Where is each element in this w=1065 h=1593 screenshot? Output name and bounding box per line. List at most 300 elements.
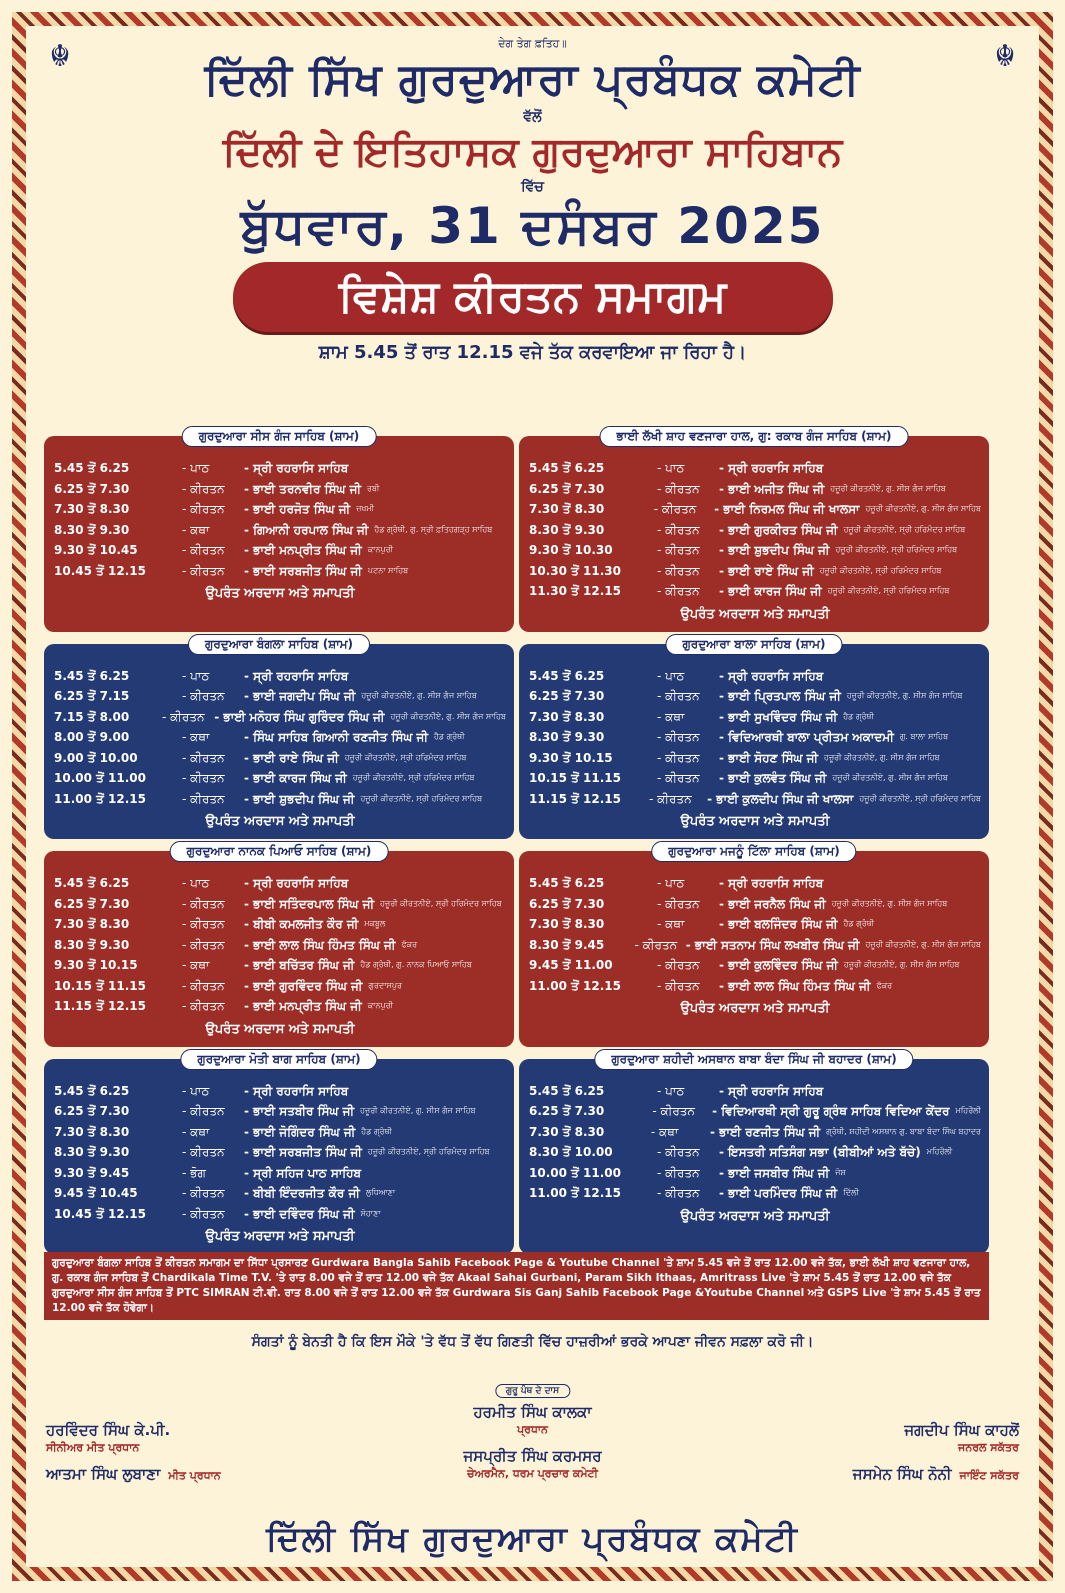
card-title: ਗੁਰਦੁਆਰਾ ਮੋਤੀ ਬਾਗ ਸਾਹਿਬ (ਸ਼ਾਮ): [180, 1049, 377, 1070]
entry-kind: - ਕੀਰਤਨ: [182, 1145, 225, 1159]
schedule-entry: [54, 955, 506, 976]
entry-note: ਪਟਨਾ ਸਾਹਿਬ: [367, 565, 409, 575]
schedule-card: [44, 844, 514, 1047]
entry-note: ਹਜ਼ੂਰੀ ਕੀਰਤਨੀਏ, ਗੁ. ਸੀਸ ਗੰਜ ਸਾਹਿਬ: [865, 504, 981, 513]
schedule-entry: [54, 996, 506, 1017]
schedule-entry: [529, 1163, 981, 1184]
entry-kind: - ਪਾਠ: [657, 876, 685, 890]
entry-time: 11.30 ਤੋਂ 12.15: [529, 584, 621, 598]
card-title: ਗੁਰਦੁਆਰਾ ਸੀਸ ਗੰਜ ਸਾਹਿਬ (ਸ਼ਾਮ): [182, 426, 377, 447]
entry-performer: - ਭਾਈ ਰਾਏ ਸਿੰਘ ਜੀ: [719, 563, 814, 578]
entry-note: ਹਜ਼ੂਰੀ ਕੀਰਤਨੀਏ, ਸ੍ਰੀ ਹਰਿਮੰਦਰ ਸਾਹਿਬ: [344, 752, 467, 762]
entry-kind: - ਕੀਰਤਨ: [182, 543, 225, 557]
entry-time: 5.45 ਤੋਂ 6.25: [54, 668, 130, 683]
entry-note: ਹਜ਼ੂਰੀ ਕੀਰਤਨੀਏ, ਸ੍ਰੀ ਹਰਿਮੰਦਰ ਸਾਹਿਬ: [819, 565, 942, 575]
entry-kind: - ਕੀਰਤਨ: [182, 563, 225, 578]
signature-gen-sec: [799, 1420, 1019, 1456]
entry-note: ਜ਼ਖਮੀ: [356, 504, 375, 513]
entry-time: 8.30 ਤੋਂ 9.30: [529, 522, 605, 537]
entry-performer: - ਬੀਬੀ ਇੰਦਰਜੀਤ ਕੌਰ ਜੀ: [244, 1186, 360, 1200]
schedule-entry: [54, 1163, 506, 1184]
schedule-entry: [529, 561, 981, 582]
entry-kind: - ਕੀਰਤਨ: [182, 896, 225, 911]
schedule-row: [44, 844, 989, 1047]
schedule-row: [44, 1051, 989, 1255]
entry-note: ਹਜ਼ੂਰੀ ਕੀਰਤਨੀਏ, ਸ੍ਰੀ ਹਰਿਮੰਦਰ ਸਾਹਿਬ: [352, 773, 475, 782]
entry-performer: - ਭਾਈ ਹਰਜੋਤ ਸਿੰਘ ਜੀ: [244, 502, 351, 516]
entry-note: ਦਿੱਲੀ: [843, 1188, 859, 1197]
entry-note: ਹਜ਼ੂਰੀ ਕੀਰਤਨੀਏ, ਸ੍ਰੀ ਹਰਿਮੰਦਰ ਸਾਹਿਬ: [859, 793, 981, 803]
schedule-entry: [529, 935, 981, 956]
schedule-entry: [54, 1101, 506, 1122]
event-timing: ਸ਼ਾਮ 5.45 ਤੋਂ ਰਾਤ 12.15 ਵਜੇ ਤੱਕ ਕਰਵਾਇਆ ਜਾ ਰਿਹਾ ਹੈ।: [318, 342, 747, 363]
entry-time: 10.45 ਤੋਂ 12.15: [54, 563, 146, 578]
signature-role: ਪ੍ਰਧਾਨ: [517, 1423, 548, 1436]
entry-kind: - ਕੀਰਤਨ: [182, 917, 225, 931]
signature-name: ਹਰਮੀਤ ਸਿੰਘ ਕਾਲਕਾ: [473, 1403, 592, 1421]
entry-time: 6.25 ਤੋਂ 7.30: [54, 481, 130, 496]
schedule-entry: [529, 1183, 981, 1204]
entry-note: ਮਹਿਰੌਲੀ: [926, 1147, 953, 1156]
entry-kind: - ਕਥਾ: [182, 730, 210, 744]
schedule-entry: [54, 540, 506, 561]
schedule-entry: [529, 727, 981, 748]
signature-vp: [46, 1464, 366, 1484]
entry-performer: - ਸ੍ਰੀ ਰਹਰਾਸਿ ਸਾਹਿਬ: [719, 461, 824, 475]
entry-time: 9.45 ਤੋਂ 10.45: [54, 1186, 138, 1200]
entry-note: ਹਜ਼ੂਰੀ ਕੀਰਤਨੀਏ, ਗੁ. ਸੀਸ ਗੰਜ ਸਾਹਿਬ: [843, 960, 960, 969]
schedule-entry: [529, 789, 981, 810]
entry-performer: - ਗਿਆਨੀ ਹਰਪਾਲ ਸਿੰਘ ਜੀ: [244, 522, 369, 537]
entry-time: 7.30 ਤੋਂ 8.30: [529, 917, 605, 931]
entry-performer: - ਭਾਈ ਗੁਰਵਿੰਦਰ ਸਿੰਘ ਜੀ: [244, 978, 363, 993]
signature-role: ਚੇਅਰਮੈਨ, ਧਰਮ ਪ੍ਰਚਾਰ ਕਮੇਟੀ: [467, 1467, 598, 1480]
entry-time: 6.25 ਤੋਂ 7.30: [529, 689, 605, 703]
entry-performer: - ਭਾਈ ਸ਼ੁਭਦੀਪ ਸਿੰਘ ਜੀ: [719, 543, 830, 557]
schedule-entry: [529, 1122, 981, 1143]
signature-name: ਹਰਵਿੰਦਰ ਸਿੰਘ ਕੇ.ਪੀ.: [46, 1421, 171, 1439]
entry-kind: - ਕੀਰਤਨ: [182, 502, 225, 516]
schedule-entry: [529, 540, 981, 561]
entry-kind: - ਪਾਠ: [182, 668, 210, 683]
in-label: ਵਿੱਚ: [521, 179, 544, 195]
entry-performer: - ਭਾਈ ਸੋਹਣ ਸਿੰਘ ਜੀ: [719, 750, 819, 765]
schedule-entry: [529, 1101, 981, 1122]
places-title: ਦਿੱਲੀ ਦੇ ਇਤਿਹਾਸਕ ਗੁਰਦੁਆਰਾ ਸਾਹਿਬਾਨ: [222, 129, 843, 175]
entry-note: ਹੈਡ ਗ੍ਰੰਥੀ, ਗੁ. ਸ੍ਰੀ ਫ਼ਤਿਹਗੜ੍ਹ ਸਾਹਿਬ: [374, 524, 493, 534]
schedule-card: [519, 429, 989, 632]
entry-time: 8.30 ਤੋਂ 9.30: [54, 937, 130, 952]
entry-performer: - ਭਾਈ ਕੁਲਦੀਪ ਸਿੰਘ ਜੀ ਖਾਲਸਾ: [707, 791, 854, 806]
entry-performer: - ਭਾਈ ਰਾਏ ਸਿੰਘ ਜੀ: [244, 750, 339, 765]
entry-performer: - ਸ੍ਰੀ ਸਹਿਜ ਪਾਠ ਸਾਹਿਬ: [244, 1165, 361, 1180]
org-title: ਦਿੱਲੀ ਸਿੱਖ ਗੁਰਦੁਆਰਾ ਪ੍ਰਬੰਧਕ ਕਮੇਟੀ: [204, 54, 861, 105]
entry-time: 5.45 ਤੋਂ 6.25: [54, 461, 130, 475]
entry-kind: - ਕੀਰਤਨ: [657, 730, 700, 744]
entry-kind: - ਕਥਾ: [182, 1124, 210, 1139]
entry-kind: - ਕੀਰਤਨ: [182, 1206, 225, 1221]
schedule-entry: [54, 768, 506, 789]
entry-note: ਹਜ਼ੂਰੀ ਕੀਰਤਨੀਏ, ਸ੍ਰੀ ਹਰਿਮੰਦਰ ਸਾਹਿਬ: [367, 1147, 490, 1156]
schedule-entry: [529, 873, 981, 894]
entry-note: ਹਜ਼ੂਰੀ ਕੀਰਤਨੀਏ, ਸ੍ਰੀ ਹਰਿਮੰਦਰ ਸਾਹਿਬ: [835, 545, 958, 554]
entry-kind: - ਕਥਾ: [650, 1124, 679, 1139]
schedule-entry: [529, 1142, 981, 1163]
schedule-entry: [54, 894, 506, 915]
entry-kind: - ਪਾਠ: [657, 668, 685, 683]
entry-performer: - ਭਾਈ ਸਤਿੰਦਰਪਾਲ ਸਿੰਘ ਜੀ: [244, 896, 375, 911]
entry-note: ਹਜ਼ੂਰੀ ਕੀਰਤਨੀਏ, ਗੁ. ਸੀਸ ਗੰਜ ਸਾਹਿਬ: [390, 711, 506, 721]
khanda-icon: ☬: [994, 39, 1016, 74]
entry-time: 6.25 ਤੋਂ 7.30: [529, 481, 605, 496]
entry-kind: - ਪਾਠ: [657, 461, 685, 475]
entry-note: ਹਜ਼ੂਰੀ ਕੀਰਤਨੀਏ, ਗੁ. ਸੀਸ ਗੰਜ ਸਾਹਿਬ: [824, 752, 940, 762]
schedule-entry: [54, 935, 506, 956]
signature-role: ਸੀਨੀਅਰ ਮੀਤ ਪ੍ਰਧਾਨ: [46, 1441, 140, 1454]
entry-note: ਹਜ਼ੂਰੀ ਕੀਰਤਨੀਏ, ਗੁ. ਸੀਸ ਗੰਜ ਸਾਹਿਬ: [846, 691, 963, 700]
entry-performer: - ਭਾਈ ਬਲਜਿੰਦਰ ਸਿੰਘ ਜੀ: [719, 917, 838, 931]
entry-performer: - ਭਾਈ ਬਚਿੱਤਰ ਸਿੰਘ ਜੀ: [244, 958, 355, 972]
schedule-entry: [54, 666, 506, 687]
entry-time: 9.00 ਤੋਂ 10.00: [54, 750, 138, 765]
entry-time: 5.45 ਤੋਂ 6.25: [529, 668, 605, 683]
entry-note: ਹੈਡ ਗ੍ਰੰਥੀ: [361, 1126, 392, 1136]
entry-note: ਹੈਡ ਗ੍ਰੰਥੀ: [843, 919, 875, 928]
signature-role: ਜਨਰਲ ਸਕੱਤਰ: [958, 1441, 1019, 1454]
schedule-card: [519, 844, 989, 1047]
entry-performer: - ਸ੍ਰੀ ਰਹਰਾਸਿ ਸਾਹਿਬ: [244, 668, 349, 683]
entry-performer: - ਭਾਈ ਸਰਬਜੀਤ ਸਿੰਘ ਜੀ: [244, 1145, 362, 1159]
schedule-entry: [54, 707, 506, 728]
entry-kind: - ਕੀਰਤਨ: [182, 937, 225, 952]
schedule-entry: [529, 976, 981, 997]
signature-name: ਆਤਮਾ ਸਿੰਘ ਲੁਬਾਣਾ: [46, 1465, 161, 1483]
card-closing: ਉਪਰੰਤ ਅਰਦਾਸ ਅਤੇ ਸਮਾਪਤੀ: [680, 606, 830, 622]
entry-note: ਗ੍ਰੰਥੀ, ਸ਼ਹੀਦੀ ਅਸਥਾਨ ਗੁ. ਬਾਬਾ ਬੰਦਾ ਸਿੰਘ ਬਹਾਦਰ: [826, 1126, 981, 1136]
entry-note: ਹਜ਼ੂਰੀ ਕੀਰਤਨੀਏ, ਗੁ. ਸੀਸ ਗੰਜ ਸਾਹਿਬ: [361, 691, 477, 700]
entry-kind: - ਕੀਰਤਨ: [182, 750, 225, 765]
schedule-entry: [54, 458, 506, 479]
entry-performer: - ਭਾਈ ਸਤਨਾਮ ਸਿੰਘ ਲਖਬੀਰ ਸਿੰਘ ਜੀ: [685, 937, 860, 952]
entry-kind: - ਕੀਰਤਨ: [657, 522, 700, 537]
entry-kind: - ਪਾਠ: [657, 1083, 685, 1098]
broadcast-notice: ਗੁਰਦੁਆਰਾ ਬੰਗਲਾ ਸਾਹਿਬ ਤੋਂ ਕੀਰਤਨ ਸਮਾਗਮ ਦਾ ਸਿੱਧਾ ਪ੍ਰਸਾਰਣ Gurdwara Bangla Sahib Facebook Page & Youtube Channel 'ਤੇ ਸ਼ਾਮ 5.45 ਵਜੇ ਤੋਂ ਰਾਤ 12.00 ਵਜੇ ਤੱਕ, ਭਾਈ ਲੱਖੀ ਸ਼ਾਹ ਵਣਜਾਰਾ ਹਾਲ, ਗੁ. ਰਕਾਬ ਗੰਜ ਸਾਹਿਬ ਤੋਂ Chardikala Time T.V. 'ਤੇ ਰਾਤ 8.00 ਵਜੇ ਤੋਂ ਰਾਤ 12.00 ਵਜੇ ਤੱਕ Akaal Sahai Gurbani, Param Sikh Ithaas, Amritrass Live 'ਤੇ ਸ਼ਾਮ 5.45 ਤੋਂ ਰਾਤ 12.00 ਵਜੇ ਤੱਕ ਗੁਰਦੁਆਰਾ ਸੀਸ ਗੰਜ ਸਾਹਿਬ ਤੋਂ PTC SIMRAN ਟੀ.ਵੀ. ਰਾਤ 8.00 ਵਜੇ ਤੋਂ ਰਾਤ 12.00 ਵਜੇ ਤੱਕ Gurdwara Sis Ganj Sahib Facebook Page &Youtube Channel ਅਤੇ GSPS Live 'ਤੇ ਸ਼ਾਮ 5.45 ਤੋਂ ਰਾਤ 12.00 ਵਜੇ ਤੱਕ ਹੋਵੇਗਾ।: [44, 1252, 989, 1320]
entry-time: 10.30 ਤੋਂ 11.30: [529, 563, 621, 578]
entry-performer: - ਭਾਈ ਦਵਿੰਦਰ ਸਿੰਘ ਜੀ: [244, 1206, 355, 1221]
entry-time: 9.45 ਤੋਂ 11.00: [529, 958, 613, 972]
entry-kind: - ਕੀਰਤਨ: [649, 791, 692, 806]
schedule-entry: [529, 894, 981, 915]
entry-time: 8.30 ਤੋਂ 9.45: [529, 937, 605, 952]
entry-kind: - ਕੀਰਤਨ: [161, 709, 205, 724]
entry-performer: - ਭਾਈ ਸਤਬੀਰ ਸਿੰਘ ਜੀ: [244, 1104, 355, 1118]
entry-time: 6.25 ਤੋਂ 7.30: [529, 1104, 605, 1118]
entry-note: ਰਬੀ: [367, 483, 380, 493]
entry-time: 10.00 ਤੋਂ 11.00: [54, 771, 146, 785]
entry-kind: - ਕੀਰਤਨ: [657, 771, 700, 785]
entry-time: 11.15 ਤੋਂ 12.15: [529, 791, 621, 806]
schedule-row: [44, 636, 989, 840]
entry-time: 7.30 ਤੋਂ 8.30: [54, 917, 130, 931]
event-date: ਬੁੱਧਵਾਰ, 31 ਦਸੰਬਰ 2025: [240, 197, 825, 255]
schedule-entry: [529, 707, 981, 728]
by-label: ਵੱਲੋਂ: [523, 109, 542, 125]
schedule-entry: [54, 748, 506, 769]
entry-performer: - ਵਿਦਿਆਰਥੀ ਸ੍ਰੀ ਗੁਰੂ ਗ੍ਰੰਥ ਸਾਹਿਬ ਵਿਦਿਆ ਕੇਂਦਰ: [712, 1104, 950, 1118]
entry-note: ਹਜ਼ੂਰੀ ਕੀਰਤਨੀਏ, ਸ੍ਰੀ ਹਰਿਮੰਦਰ ਸਾਹਿਬ: [380, 898, 502, 908]
entry-note: ਕਾਨਪੁਰੀ: [367, 1001, 393, 1010]
entry-note: ਗੁ. ਬਾਲਾ ਸਾਹਿਬ: [899, 732, 949, 741]
signature-president: [376, 1402, 689, 1438]
entry-time: 7.30 ਤੋਂ 8.30: [529, 1124, 605, 1139]
entry-performer: - ਭਾਈ ਕੁਲਵਿੰਦਰ ਸਿੰਘ ਜੀ: [719, 958, 838, 972]
entry-time: 9.30 ਤੋਂ 10.45: [54, 543, 138, 557]
entry-time: 6.25 ਤੋਂ 7.30: [54, 896, 130, 911]
entry-time: 7.30 ਤੋਂ 8.30: [54, 1124, 130, 1139]
entry-kind: - ਕੀਰਤਨ: [657, 1165, 700, 1180]
entry-kind: - ਕਥਾ: [182, 958, 210, 972]
entry-performer: - ਸਿੰਘ ਸਾਹਿਬ ਗਿਆਨੀ ਰਣਜੀਤ ਸਿੰਘ ਜੀ: [244, 730, 428, 744]
entry-performer: - ਭਾਈ ਸਰਬਜੀਤ ਸਿੰਘ ਜੀ: [244, 563, 362, 578]
entry-performer: - ਭਾਈ ਪ੍ਰਿਤਪਾਲ ਸਿੰਘ ਜੀ: [719, 689, 841, 703]
entry-performer: - ਭਾਈ ਮਨਪ੍ਰੀਤ ਸਿੰਘ ਜੀ: [244, 999, 362, 1013]
signature-role: ਮੀਤ ਪ੍ਰਧਾਨ: [168, 1469, 221, 1482]
schedule-card: [44, 1051, 514, 1255]
entry-time: 8.30 ਤੋਂ 10.00: [529, 1145, 613, 1159]
signature-name: ਜਸਪ੍ਰੀਤ ਸਿੰਘ ਕਰਮਸਰ: [463, 1447, 602, 1465]
schedule-row: [44, 429, 989, 632]
schedule-card: [44, 429, 514, 632]
entry-performer: - ਭਾਈ ਕਾਰਜ ਸਿੰਘ ਜੀ: [719, 584, 822, 598]
entry-time: 9.30 ਤੋਂ 10.15: [54, 958, 138, 972]
entry-kind: - ਕੀਰਤਨ: [182, 1104, 225, 1118]
motto: ਦੇਗ ਤੇਗ ਫ਼ਤਿਹ॥: [498, 37, 567, 50]
entry-time: 5.45 ਤੋਂ 6.25: [54, 876, 130, 890]
schedule-entry: [54, 727, 506, 748]
schedule-entry: [529, 686, 981, 707]
entry-time: 8.30 ਤੋਂ 9.30: [54, 1145, 130, 1159]
entry-time: 10.00 ਤੋਂ 11.00: [529, 1165, 621, 1180]
schedule-entry: [529, 666, 981, 687]
entry-time: 9.30 ਤੋਂ 10.30: [529, 543, 613, 557]
entry-performer: - ਭਾਈ ਮਨੋਹਰ ਸਿੰਘ ਗੁਰਿੰਦਰ ਸਿੰਘ ਜੀ: [214, 709, 385, 724]
entry-kind: - ਕਥਾ: [182, 522, 210, 537]
entry-kind: - ਕੀਰਤਨ: [182, 999, 225, 1013]
entry-note: ਜੋਸ਼: [835, 1167, 846, 1177]
entry-kind: - ਕੀਰਤਨ: [657, 543, 700, 557]
signature-jt-sec: [699, 1464, 1019, 1484]
entry-time: 5.45 ਤੋਂ 6.25: [529, 461, 605, 475]
entry-performer: - ਭਾਈ ਗੁਰਕੀਰਤ ਸਿੰਘ ਜੀ: [719, 522, 838, 537]
appeal-text: ਸੰਗਤਾਂ ਨੂੰ ਬੇਨਤੀ ਹੈ ਕਿ ਇਸ ਮੌਕੇ 'ਤੇ ਵੱਧ ਤੋਂ ਵੱਧ ਗਿਣਤੀ ਵਿੱਚ ਹਾਜ਼ਰੀਆਂ ਭਰਕੇ ਆਪਣਾ ਜੀਵਨ ਸਫ਼ਲਾ ਕਰੋ ਜੀ।: [251, 1334, 814, 1350]
entry-performer: - ਸ੍ਰੀ ਰਹਰਾਸਿ ਸਾਹਿਬ: [719, 1083, 824, 1098]
entry-performer: - ਭਾਈ ਕੁਲਵੰਤ ਸਿੰਘ ਜੀ: [719, 771, 827, 785]
entry-kind: - ਕੀਰਤਨ: [657, 958, 700, 972]
entry-time: 10.15 ਤੋਂ 11.15: [529, 771, 621, 785]
schedule-entry: [54, 873, 506, 894]
entry-note: ਕਾਨਪੁਰੀ: [367, 545, 393, 554]
entry-time: 5.45 ਤੋਂ 6.25: [529, 876, 605, 890]
schedule-entry: [54, 1081, 506, 1102]
entry-performer: - ਭਾਈ ਤਰਨਵੀਰ ਸਿੰਘ ਜੀ: [244, 481, 362, 496]
entry-kind: - ਕੀਰਤਨ: [182, 689, 225, 703]
card-closing: ਉਪਰੰਤ ਅਰਦਾਸ ਅਤੇ ਸਮਾਪਤੀ: [205, 814, 355, 829]
entry-kind: - ਕੀਰਤਨ: [657, 689, 700, 703]
schedule-entry: [54, 1183, 506, 1204]
schedule-entry: [54, 1122, 506, 1143]
entry-kind: - ਕੀਰਤਨ: [657, 896, 700, 911]
entry-note: ਹਜ਼ੂਰੀ ਕੀਰਤਨੀਏ, ਗੁ. ਸੀਸ ਗੰਜ ਸਾਹਿਬ: [832, 773, 948, 782]
schedule-entry: [529, 748, 981, 769]
signatures: [36, 1384, 1029, 1514]
entry-note: ਮਹਿਰੌਲੀ: [955, 1106, 981, 1115]
card-closing: ਉਪਰੰਤ ਅਰਦਾਸ ਅਤੇ ਸਮਾਪਤੀ: [680, 1001, 830, 1016]
entry-performer: - ਸ੍ਰੀ ਰਹਰਾਸਿ ਸਾਹਿਬ: [244, 461, 349, 475]
entry-time: 10.45 ਤੋਂ 12.15: [54, 1206, 146, 1221]
card-title: ਗੁਰਦੁਆਰਾ ਬਾਲਾ ਸਾਹਿਬ (ਸ਼ਾਮ): [665, 634, 842, 655]
entry-time: 6.25 ਤੋਂ 7.30: [54, 1104, 130, 1118]
poster: [36, 34, 1029, 1559]
entry-kind: - ਕੀਰਤਨ: [652, 1104, 695, 1118]
entry-note: ਹੈਡ ਗ੍ਰੰਥੀ: [433, 732, 465, 741]
entry-note: ਹੈਡ ਗ੍ਰੰਥੀ: [843, 711, 874, 721]
entry-performer: - ਸ੍ਰੀ ਰਹਰਾਸਿ ਸਾਹਿਬ: [244, 876, 349, 890]
khanda-icon: ☬: [49, 39, 71, 74]
entry-performer: - ਭਾਈ ਜੋਗਿੰਦਰ ਸਿੰਘ ਜੀ: [244, 1124, 356, 1139]
signature-chairman: [376, 1446, 689, 1482]
schedule-entry: [54, 1142, 506, 1163]
signature-sr-vp: [46, 1420, 266, 1456]
entry-note: ਹਜ਼ੂਰੀ ਕੀਰਤਨੀਏ, ਸ੍ਰੀ ਹਰਿਮੰਦਰ ਸਾਹਿਬ: [843, 524, 966, 534]
schedule-entry: [529, 581, 981, 602]
entry-time: 5.45 ਤੋਂ 6.25: [529, 1083, 605, 1098]
entry-time: 6.25 ਤੋਂ 7.15: [54, 689, 130, 703]
entry-performer: - ਸ੍ਰੀ ਰਹਰਾਸਿ ਸਾਹਿਬ: [719, 876, 824, 890]
signature-name: ਜਸਮੇਨ ਸਿੰਘ ਨੋਨੀ: [852, 1465, 952, 1483]
schedule-entry: [529, 479, 981, 500]
entry-performer: - ਭਾਈ ਰਣਜੀਤ ਸਿੰਘ ਜੀ: [709, 1124, 821, 1139]
entry-kind: - ਕੀਰਤਨ: [657, 481, 700, 496]
footer-org: ਦਿੱਲੀ ਸਿੱਖ ਗੁਰਦੁਆਰਾ ਪ੍ਰਬੰਧਕ ਕਮੇਟੀ: [266, 1519, 799, 1559]
entry-performer: - ਸ੍ਰੀ ਰਹਰਾਸਿ ਸਾਹਿਬ: [244, 1083, 349, 1098]
schedule-entry: [54, 686, 506, 707]
entry-performer: - ਭਾਈ ਅਜੀਤ ਸਿੰਘ ਜੀ: [719, 481, 825, 496]
schedule-entry: [529, 914, 981, 935]
schedule-card: [519, 636, 989, 840]
entry-time: 10.15 ਤੋਂ 11.15: [54, 978, 146, 993]
signatures-badge: ਗੁਰੂ ਪੰਥ ਦੇ ਦਾਸ: [495, 1384, 570, 1398]
entry-note: ਹਜ਼ੂਰੀ ਕੀਰਤਨੀਏ, ਗੁ. ਸੀਸ ਗੰਜ ਸਾਹਿਬ: [831, 898, 948, 908]
entry-note: ਫੱਕਰ: [401, 939, 418, 949]
schedule-entry: [54, 1204, 506, 1225]
schedule-entry: [529, 499, 981, 520]
schedule-entry: [54, 520, 506, 541]
schedule-entry: [529, 768, 981, 789]
entry-time: 11.00 ਤੋਂ 12.15: [529, 1186, 621, 1200]
schedule-entry: [529, 520, 981, 541]
entry-performer: - ਭਾਈ ਜਗਦੀਪ ਸਿੰਘ ਜੀ: [244, 689, 356, 703]
entry-note: ਫੱਕਰ: [876, 980, 893, 990]
entry-performer: - ਵਿਦਿਆਰਥੀ ਬਾਲਾ ਪ੍ਰੀਤਮ ਅਕਾਦਮੀ: [719, 730, 894, 744]
entry-kind: - ਕੀਰਤਨ: [657, 584, 700, 598]
entry-note: ਲੁਧਿਆਣਾ: [365, 1188, 396, 1197]
entry-note: ਸੋਹਾਣਾ: [360, 1208, 381, 1218]
schedule-entry: [54, 499, 506, 520]
card-title: ਗੁਰਦੁਆਰਾ ਮਜਨੂੰ ਟਿੱਲਾ ਸਾਹਿਬ (ਸ਼ਾਮ): [651, 841, 856, 862]
schedule-card: [519, 1051, 989, 1255]
entry-kind: - ਕੀਰਤਨ: [182, 791, 225, 806]
entry-kind: - ਕੀਰਤਨ: [182, 1186, 225, 1200]
entry-kind: - ਕੀਰਤਨ: [657, 978, 700, 993]
schedule-card: [44, 636, 514, 840]
entry-time: 8.30 ਤੋਂ 9.30: [529, 730, 605, 744]
schedule-entry: [54, 976, 506, 997]
entry-time: 11.00 ਤੋਂ 12.15: [54, 791, 146, 806]
signature-role: ਜਾਇੰਟ ਸਕੱਤਰ: [959, 1469, 1019, 1482]
entry-time: 7.30 ਤੋਂ 8.30: [54, 502, 130, 516]
entry-time: 9.30 ਤੋਂ 9.45: [54, 1165, 130, 1180]
entry-kind: - ਕੀਰਤਨ: [657, 750, 700, 765]
entry-kind: - ਕਥਾ: [657, 917, 685, 931]
entry-performer: - ਭਾਈ ਸ਼ੁਭਦੀਪ ਸਿੰਘ ਜੀ: [244, 791, 355, 806]
entry-note: ਹਜ਼ੂਰੀ ਕੀਰਤਨੀਏ, ਸ੍ਰੀ ਹਰਿਮੰਦਰ ਸਾਹਿਬ: [360, 793, 483, 803]
entry-performer: - ਭਾਈ ਲਾਲ ਸਿੰਘ ਹਿੰਮਤ ਸਿੰਘ ਜੀ: [719, 978, 871, 993]
entry-kind: - ਭੋਗ: [182, 1165, 206, 1180]
entry-time: 8.00 ਤੋਂ 9.00: [54, 730, 130, 744]
entry-kind: - ਕੀਰਤਨ: [634, 937, 678, 952]
entry-performer: - ਭਾਈ ਜਰਨੈਲ ਸਿੰਘ ਜੀ: [719, 896, 826, 911]
card-closing: ਉਪਰੰਤ ਅਰਦਾਸ ਅਤੇ ਸਮਾਪਤੀ: [680, 1208, 830, 1224]
entry-note: ਹਜ਼ੂਰੀ ਕੀਰਤਨੀਏ, ਗੁ. ਸੀਸ ਗੰਜ ਸਾਹਿਬ: [360, 1106, 476, 1115]
entry-time: 11.15 ਤੋਂ 12.15: [54, 999, 146, 1013]
entry-performer: - ਭਾਈ ਨਿਰਮਲ ਸਿੰਘ ਜੀ ਖਾਲਸਾ: [714, 502, 860, 516]
card-closing: ਉਪਰੰਤ ਅਰਦਾਸ ਅਤੇ ਸਮਾਪਤੀ: [680, 814, 830, 829]
entry-performer: - ਬੀਬੀ ਕਮਲਜੀਤ ਕੌਰ ਜੀ: [244, 917, 359, 931]
entry-time: 11.00 ਤੋਂ 12.15: [529, 978, 621, 993]
entry-kind: - ਪਾਠ: [182, 461, 210, 475]
entry-time: 5.45 ਤੋਂ 6.25: [54, 1083, 130, 1098]
card-closing: ਉਪਰੰਤ ਅਰਦਾਸ ਅਤੇ ਸਮਾਪਤੀ: [205, 586, 355, 601]
entry-note: ਹਜ਼ੂਰੀ ਕੀਰਤਨੀਏ, ਸ੍ਰੀ ਹਰਿਮੰਦਰ ਸਾਹਿਬ: [827, 586, 950, 595]
entry-kind: - ਪਾਠ: [182, 876, 210, 890]
entry-performer: - ਸ੍ਰੀ ਰਹਰਾਸਿ ਸਾਹਿਬ: [719, 668, 824, 683]
entry-kind: - ਕੀਰਤਨ: [657, 1186, 700, 1200]
entry-time: 7.30 ਤੋਂ 8.30: [529, 502, 605, 516]
event-banner: ਵਿਸ਼ੇਸ਼ ਕੀਰਤਨ ਸਮਾਗਮ: [233, 262, 833, 332]
card-closing: ਉਪਰੰਤ ਅਰਦਾਸ ਅਤੇ ਸਮਾਪਤੀ: [205, 1021, 355, 1037]
schedule-entry: [529, 458, 981, 479]
entry-time: 6.25 ਤੋਂ 7.30: [529, 896, 605, 911]
entry-performer: - ਭਾਈ ਮਨਪ੍ਰੀਤ ਸਿੰਘ ਜੀ: [244, 543, 362, 557]
card-title: ਗੁਰਦੁਆਰਾ ਸ਼ਹੀਦੀ ਅਸਥਾਨ ਬਾਬਾ ਬੰਦਾ ਸਿੰਘ ਜੀ ਬਹਾਦਰ (ਸ਼ਾਮ): [594, 1049, 913, 1070]
schedule-entry: [54, 914, 506, 935]
entry-performer: - ਭਾਈ ਜਸਬੀਰ ਸਿੰਘ ਜੀ: [719, 1165, 830, 1180]
entry-kind: - ਕੀਰਤਨ: [657, 1145, 700, 1159]
entry-kind: - ਕੀਰਤਨ: [657, 563, 700, 578]
card-title: ਭਾਈ ਲੱਖੀ ਸ਼ਾਹ ਵਣਜਾਰਾ ਹਾਲ, ਗੁ: ਰਕਾਬ ਗੰਜ ਸਾਹਿਬ (ਸ਼ਾਮ): [600, 426, 909, 447]
entry-note: ਗੁਰਦਾਸਪੁਰ: [368, 980, 402, 990]
card-closing: ਉਪਰੰਤ ਅਰਦਾਸ ਅਤੇ ਸਮਾਪਤੀ: [205, 1229, 355, 1244]
entry-performer: - ਭਾਈ ਲਾਲ ਸਿੰਘ ਹਿੰਮਤ ਸਿੰਘ ਜੀ: [244, 937, 396, 952]
entry-kind: - ਕੀਰਤਨ: [182, 978, 225, 993]
entry-kind: - ਕੀਰਤਨ: [182, 481, 225, 496]
entry-time: 8.30 ਤੋਂ 9.30: [54, 522, 130, 537]
entry-note: ਹਜ਼ੂਰੀ ਕੀਰਤਨੀਏ, ਗੁ. ਸੀਸ ਗੰਜ ਸਾਹਿਬ: [830, 483, 946, 493]
signature-name: ਜਗਦੀਪ ਸਿੰਘ ਕਾਹਲੋਂ: [904, 1421, 1019, 1439]
entry-time: 7.15 ਤੋਂ 8.00: [54, 709, 130, 724]
entry-time: 7.30 ਤੋਂ 8.30: [529, 709, 605, 724]
entry-performer: - ਭਾਈ ਪਰਮਿੰਦਰ ਸਿੰਘ ਜੀ: [719, 1186, 838, 1200]
